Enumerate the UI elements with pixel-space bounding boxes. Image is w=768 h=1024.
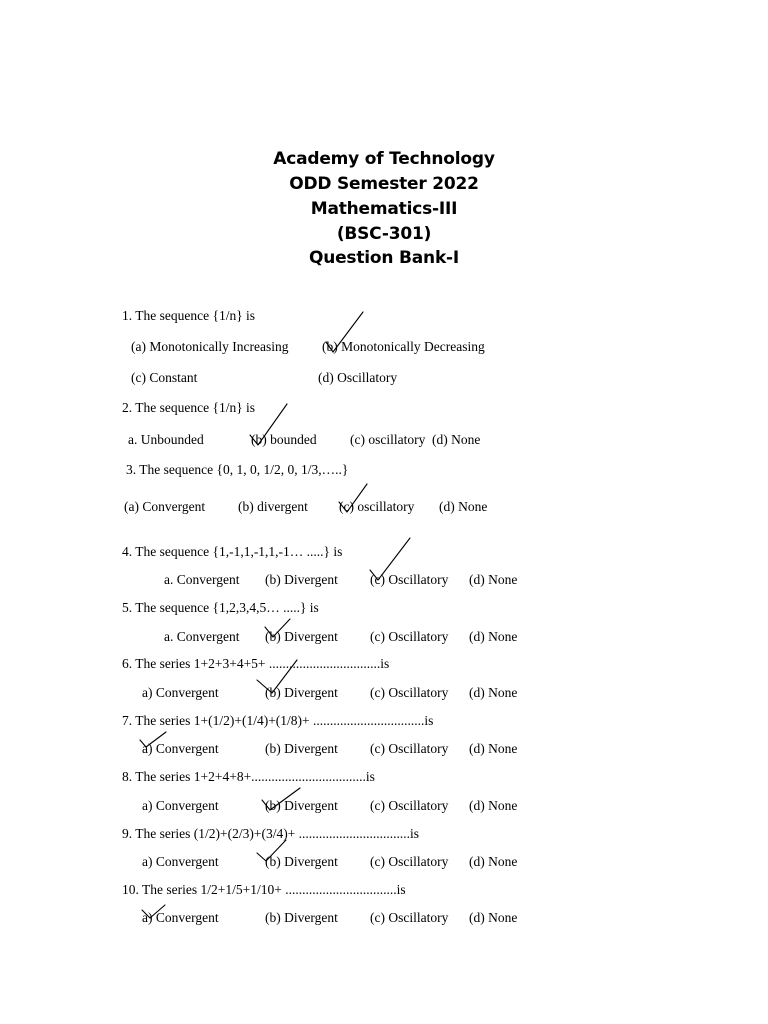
question-5-option-c: (c) Oscillatory bbox=[370, 629, 449, 644]
question-5-stem: 5. The sequence {1,2,3,4,5… .....} is bbox=[122, 600, 319, 615]
question-2-option-a: a. Unbounded bbox=[128, 432, 204, 447]
question-1-option-c: (c) Constant bbox=[131, 370, 198, 385]
question-2-option-b: (b) bounded bbox=[251, 432, 317, 447]
question-1-option-d: (d) Oscillatory bbox=[318, 370, 398, 385]
question-3-option-c: (c) oscillatory bbox=[339, 499, 415, 514]
question-9-option-c: (c) Oscillatory bbox=[370, 854, 449, 869]
question-6-option-a: a) Convergent bbox=[142, 685, 219, 700]
question-4-option-c: (c) Oscillatory bbox=[370, 572, 449, 587]
question-7-option-d: (d) None bbox=[469, 741, 518, 756]
question-8-option-c: (c) Oscillatory bbox=[370, 798, 449, 813]
question-bank-title: Question Bank-I bbox=[308, 248, 460, 268]
question-4-option-b: (b) Divergent bbox=[265, 572, 338, 587]
question-6-stem: 6. The series 1+2+3+4+5+ .................................is bbox=[122, 656, 390, 671]
question-10-option-a: a) Convergent bbox=[142, 910, 219, 925]
question-7-option-c: (c) Oscillatory bbox=[370, 741, 449, 756]
question-1-option-b: (b) Monotonically Decreasing bbox=[322, 339, 485, 354]
tick-mark-q10 bbox=[142, 905, 165, 918]
question-9-option-a: a) Convergent bbox=[142, 854, 219, 869]
question-5-option-b: (b) Divergent bbox=[265, 629, 338, 644]
question-9-option-b: (b) Divergent bbox=[265, 854, 338, 869]
semester-title: ODD Semester 2022 bbox=[289, 174, 479, 194]
question-8-option-b: (b) Divergent bbox=[265, 798, 338, 813]
question-3-option-a: (a) Convergent bbox=[124, 499, 206, 514]
question-8-stem: 8. The series 1+2+4+8+..................................is bbox=[122, 769, 375, 784]
question-1-option-a: (a) Monotonically Increasing bbox=[131, 339, 289, 354]
tick-mark-q6 bbox=[257, 660, 297, 693]
subject-title: Mathematics-III bbox=[310, 199, 458, 219]
tick-mark-q4 bbox=[370, 538, 410, 580]
question-7-option-a: a) Convergent bbox=[142, 741, 219, 756]
question-9-option-d: (d) None bbox=[469, 854, 518, 869]
tick-mark-q3 bbox=[339, 484, 367, 512]
question-3-stem: 3. The sequence {0, 1, 0, 1/2, 0, 1/3,…..} bbox=[126, 462, 349, 477]
question-2-option-c: (c) oscillatory bbox=[350, 432, 426, 447]
question-10-stem: 10. The series 1/2+1/5+1/10+ .................................is bbox=[122, 882, 406, 897]
question-4-stem: 4. The sequence {1,-1,1,-1,1,-1… .....} is bbox=[122, 544, 343, 559]
institution-title: Academy of Technology bbox=[273, 149, 495, 169]
question-1-stem: 1. The sequence {1/n} is bbox=[122, 308, 256, 323]
course-code: (BSC-301) bbox=[336, 224, 432, 244]
question-8-option-a: a) Convergent bbox=[142, 798, 219, 813]
question-10-option-c: (c) Oscillatory bbox=[370, 910, 449, 925]
tick-mark-q2 bbox=[250, 404, 287, 445]
question-3-option-b: (b) divergent bbox=[238, 499, 308, 514]
question-5-option-a: a. Convergent bbox=[164, 629, 240, 644]
question-8-option-d: (d) None bbox=[469, 798, 518, 813]
question-6-option-b: (b) Divergent bbox=[265, 685, 338, 700]
question-2-stem: 2. The sequence {1/n} is bbox=[122, 400, 256, 415]
question-7-stem: 7. The series 1+(1/2)+(1/4)+(1/8)+ .................................is bbox=[122, 713, 434, 728]
tick-mark-q7 bbox=[140, 732, 166, 747]
question-6-option-c: (c) Oscillatory bbox=[370, 685, 449, 700]
question-2-option-d: (d) None bbox=[432, 432, 481, 447]
question-7-option-b: (b) Divergent bbox=[265, 741, 338, 756]
question-10-option-d: (d) None bbox=[469, 910, 518, 925]
question-5-option-d: (d) None bbox=[469, 629, 518, 644]
tick-mark-q9 bbox=[257, 840, 286, 861]
question-6-option-d: (d) None bbox=[469, 685, 518, 700]
question-4-option-d: (d) None bbox=[469, 572, 518, 587]
tick-mark-q8 bbox=[262, 788, 300, 810]
tick-mark-q1 bbox=[326, 312, 363, 352]
question-3-option-d: (d) None bbox=[439, 499, 488, 514]
question-10-option-b: (b) Divergent bbox=[265, 910, 338, 925]
tick-mark-q5 bbox=[265, 619, 290, 637]
question-9-stem: 9. The series (1/2)+(2/3)+(3/4)+ .................................is bbox=[122, 826, 420, 841]
question-4-option-a: a. Convergent bbox=[164, 572, 240, 587]
